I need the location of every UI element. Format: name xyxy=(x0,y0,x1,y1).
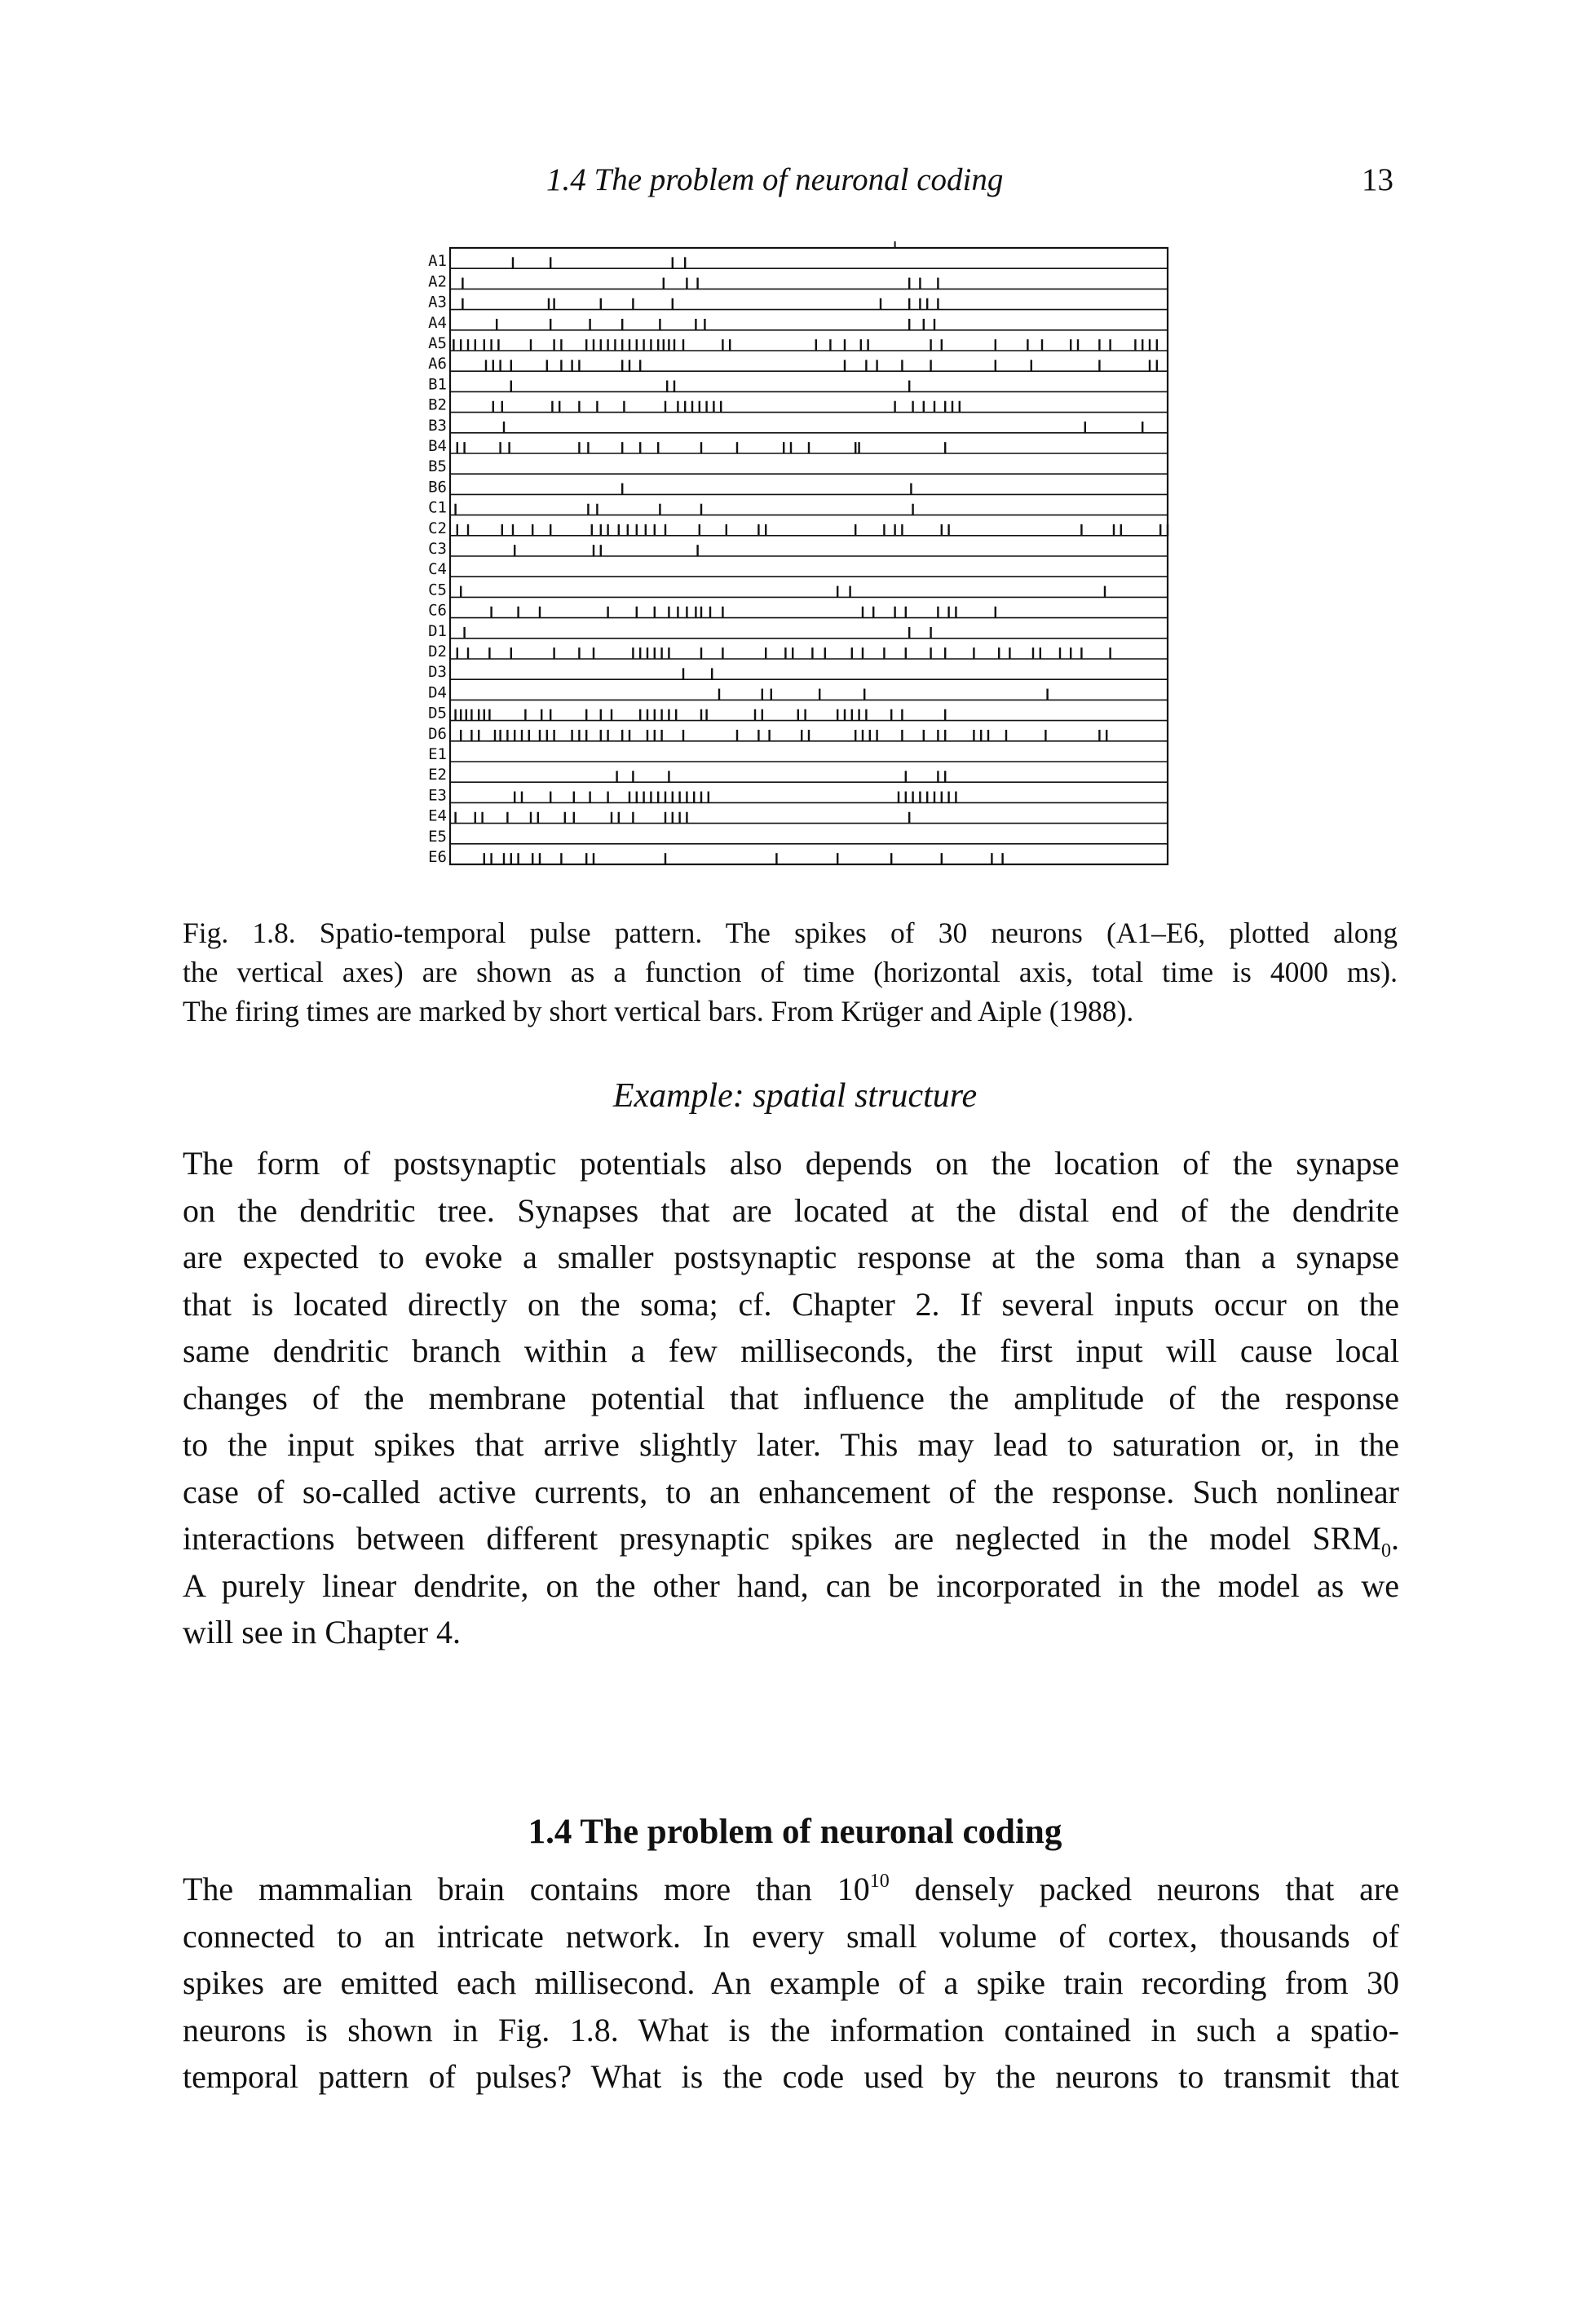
neuron-label: D2 xyxy=(428,643,447,661)
body-line: The form of postsynaptic potentials also depends on the location of the synapse xyxy=(183,1145,1399,1182)
caption-line: the vertical axes) are shown as a function of time (horizontal axis, total time is 4000 ms). xyxy=(183,956,1398,988)
body-line: A purely linear dendrite, on the other hand, can be incorporated in the model as we xyxy=(183,1566,1399,1604)
paragraph-spatial-structure xyxy=(183,1140,1399,1656)
neuron-label: B3 xyxy=(428,416,447,435)
neuron-label: E3 xyxy=(428,786,447,805)
neuron-label: B4 xyxy=(428,437,447,455)
paragraph-neuronal-coding xyxy=(183,1866,1399,2101)
neuron-label: E6 xyxy=(428,848,447,866)
neuron-label: E4 xyxy=(428,806,447,825)
neuron-label: B6 xyxy=(428,478,447,497)
body-line: temporal pattern of pulses? What is the code used by the neurons to transmit that xyxy=(183,2058,1399,2095)
body-line: same dendritic branch within a few milliseconds, the first input will cause local xyxy=(183,1332,1399,1369)
caption-line: The firing times are marked by short vertical bars. From Krüger and Aiple (1988). xyxy=(183,995,1134,1027)
body-line: on the dendritic tree. Synapses that are located at the distal end of the dendrite xyxy=(183,1191,1399,1229)
section-heading: 1.4 The problem of neuronal coding xyxy=(528,1813,1062,1851)
neuron-label: A1 xyxy=(428,252,447,271)
neuron-label: D3 xyxy=(428,663,447,682)
body-line: are expected to evoke a smaller postsynaptic response at the soma than a synapse xyxy=(183,1239,1399,1275)
neuron-label: A2 xyxy=(428,272,447,291)
neuron-label: E1 xyxy=(428,745,447,763)
neuron-label: E2 xyxy=(428,766,447,784)
srm-text: interactions between different presynaptic spikes are neglected in the model SRM xyxy=(183,1520,1381,1557)
body-line: connected to an intricate network. In every small volume of cortex, thousands of xyxy=(183,1917,1399,1955)
body-line: that is located directly on the soma; cf. Chapter 2. If several inputs occur on the xyxy=(183,1285,1399,1323)
neuron-label: C2 xyxy=(428,519,447,537)
neuron-count-text-post: densely packed neurons that are xyxy=(889,1871,1399,1907)
srm-subscript: 0 xyxy=(1381,1540,1391,1562)
neuron-label: A4 xyxy=(428,313,447,332)
body-line: to the input spikes that arrive slightly later. This may lead to saturation or, in the xyxy=(183,1426,1399,1463)
neuron-label: C4 xyxy=(428,560,447,579)
example-heading: Example: spatial structure xyxy=(612,1077,978,1115)
body-line: changes of the membrane potential that influence the amplitude of the response xyxy=(183,1379,1399,1416)
neuron-label: D4 xyxy=(428,683,447,702)
neuron-label: B1 xyxy=(428,375,447,394)
neuron-label: A5 xyxy=(428,334,447,352)
body-line: neurons is shown in Fig. 1.8. What is the information contained in such a spatio- xyxy=(183,2011,1399,2048)
neuron-label: C5 xyxy=(428,581,447,599)
neuron-label: D1 xyxy=(428,621,447,640)
neuron-label: C6 xyxy=(428,601,447,620)
body-line-neuron-count xyxy=(183,1866,1399,1913)
caption-line: Fig. 1.8. Spatio-temporal pulse pattern. The spikes of 30 neurons (A1–E6, plotted along xyxy=(183,917,1398,949)
body-line: case of so-called active currents, to an enhancement of the response. Such nonlinear xyxy=(183,1473,1399,1510)
figure-caption xyxy=(183,913,1398,1031)
neuron-label: C3 xyxy=(428,540,447,558)
neuron-label: D6 xyxy=(428,724,447,743)
spike-raster-figure xyxy=(383,230,1199,882)
body-line: will see in Chapter 4. xyxy=(183,1614,462,1650)
spike-raster-chart xyxy=(383,230,1199,882)
running-title: 1.4 The problem of neuronal coding xyxy=(546,162,1004,197)
neuron-label: E5 xyxy=(428,827,447,846)
body-line-srm xyxy=(183,1515,1399,1562)
running-head xyxy=(0,161,1590,210)
body-line: spikes are emitted each millisecond. An example of a spike train recording from 30 xyxy=(183,1964,1399,2001)
page-number: 13 xyxy=(1362,162,1393,197)
neuron-label: B2 xyxy=(428,395,447,414)
exponent: 10 xyxy=(869,1871,890,1893)
neuron-label: A3 xyxy=(428,293,447,311)
neuron-count-text: The mammalian brain contains more than 10 xyxy=(183,1871,870,1907)
neuron-label: D5 xyxy=(428,704,447,722)
neuron-label: B5 xyxy=(428,457,447,476)
neuron-label: C1 xyxy=(428,498,447,517)
srm-period: . xyxy=(1391,1520,1399,1557)
neuron-label: A6 xyxy=(428,355,447,373)
